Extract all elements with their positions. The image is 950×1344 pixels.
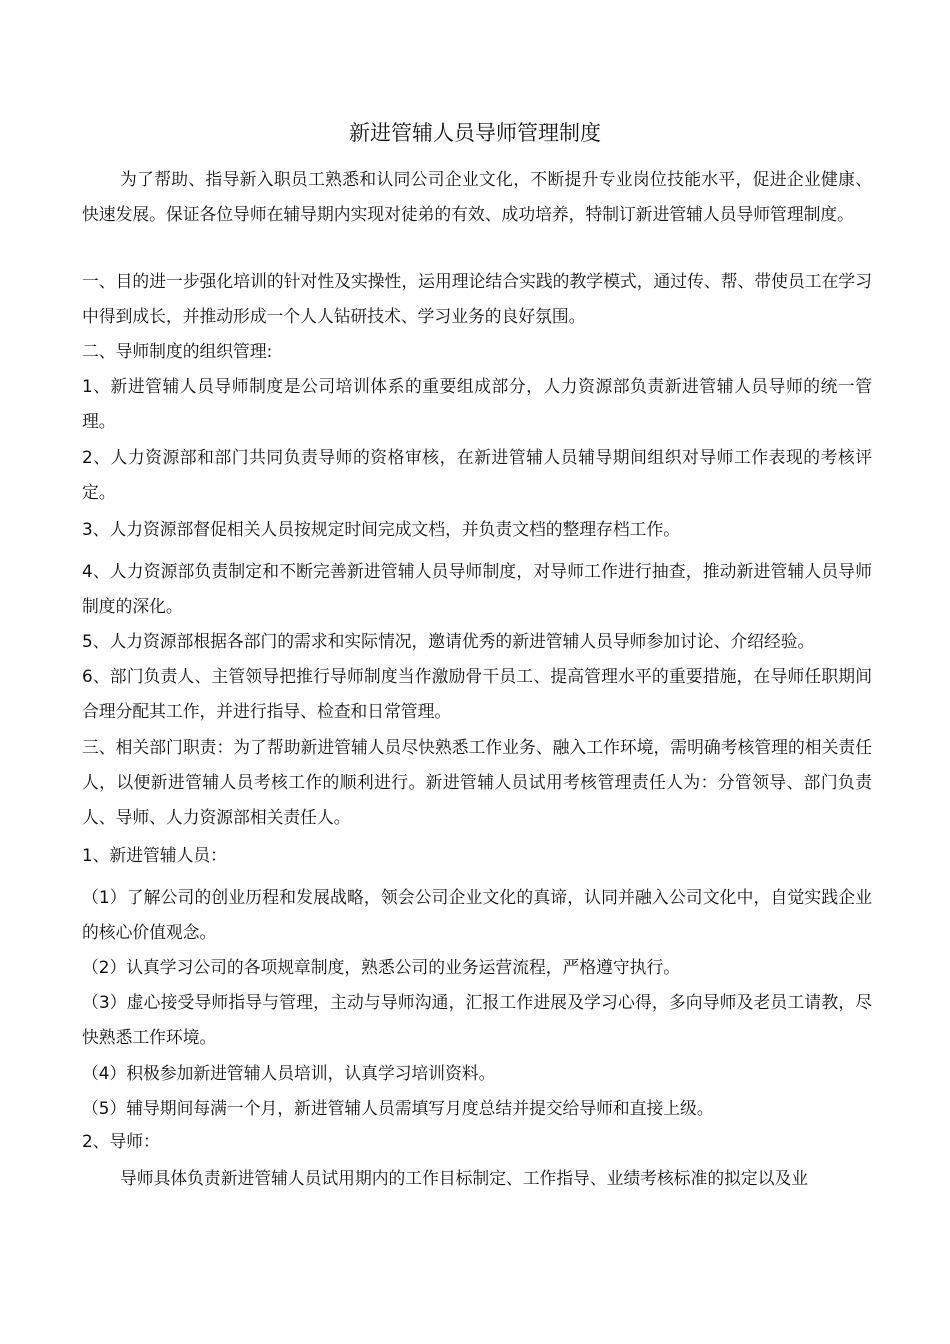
- new-staff-heading: 1、新进管辅人员：: [82, 845, 227, 865]
- new-staff-item-1: （1）了解公司的创业历程和发展战略，领会公司企业文化的真谛，认同并融入公司文化中，自觉实践企业的核心价值观念。: [82, 887, 872, 942]
- new-staff-item-3: （3）虚心接受导师指导与管理，主动与导师沟通，汇报工作进展及学习心得，多向导师及老员工请教，尽快熟悉工作环境。: [82, 992, 872, 1047]
- org-item-6: 6、部门负责人、主管领导把推行导师制度当作激励骨干员工、提高管理水平的重要措施，在导师任职期间合理分配其工作，并进行指导、检查和日常管理。: [82, 666, 872, 721]
- mentor-heading: 2、导师：: [82, 1131, 160, 1151]
- org-item-5: 5、人力资源部根据各部门的需求和实际情况，邀请优秀的新进管辅人员导师参加讨论、介绍经验。: [82, 631, 815, 651]
- document-title: 新进管辅人员导师管理制度: [349, 121, 601, 145]
- new-staff-item-4: （4）积极参加新进管辅人员培训，认真学习培训资料。: [82, 1063, 496, 1083]
- org-item-1: 1、新进管辅人员导师制度是公司培训体系的重要组成部分，人力资源部负责新进管辅人员导师的统一管理。: [82, 376, 872, 431]
- mentor-paragraph: 导师具体负责新进管辅人员试用期内的工作目标制定、工作指导、业绩考核标准的拟定以及业: [120, 1168, 809, 1188]
- org-item-2: 2、人力资源部和部门共同负责导师的资格审核，在新进管辅人员辅导期间组织对导师工作表现的考核评定。: [82, 447, 872, 502]
- new-staff-item-2: （2）认真学习公司的各项规章制度，熟悉公司的业务运营流程，严格遵守执行。: [82, 957, 681, 977]
- org-item-4: 4、人力资源部负责制定和不断完善新进管辅人员导师制度，对导师工作进行抽查，推动新进管辅人员导师制度的深化。: [82, 561, 872, 616]
- new-staff-item-5: （5）辅导期间每满一个月，新进管辅人员需填写月度总结并提交给导师和直接上级。: [82, 1098, 714, 1118]
- org-item-3: 3、人力资源部督促相关人员按规定时间完成文档，并负责文档的整理存档工作。: [82, 519, 681, 539]
- section-organization-heading: 二、导师制度的组织管理:: [82, 341, 273, 361]
- section-responsibilities: 三、相关部门职责：为了帮助新进管辅人员尽快熟悉工作业务、融入工作环境，需明确考核管理的相关责任人，以便新进管辅人员考核工作的顺利进行。新进管辅人员试用考核管理责任人为：分管领导、部门负责人、导师、人力资源部相关责任人。: [82, 737, 872, 827]
- intro-paragraph: 为了帮助、指导新入职员工熟悉和认同公司企业文化，不断提升专业岗位技能水平，促进企业健康、快速发展。保证各位导师在辅导期内实现对徒弟的有效、成功培养，特制订新进管辅人员导师管理制度。: [82, 169, 872, 224]
- section-purpose: 一、目的进一步强化培训的针对性及实操性，运用理论结合实践的教学模式，通过传、帮、带使员工在学习中得到成长，并推动形成一个人人钻研技术、学习业务的良好氛围。: [82, 271, 872, 326]
